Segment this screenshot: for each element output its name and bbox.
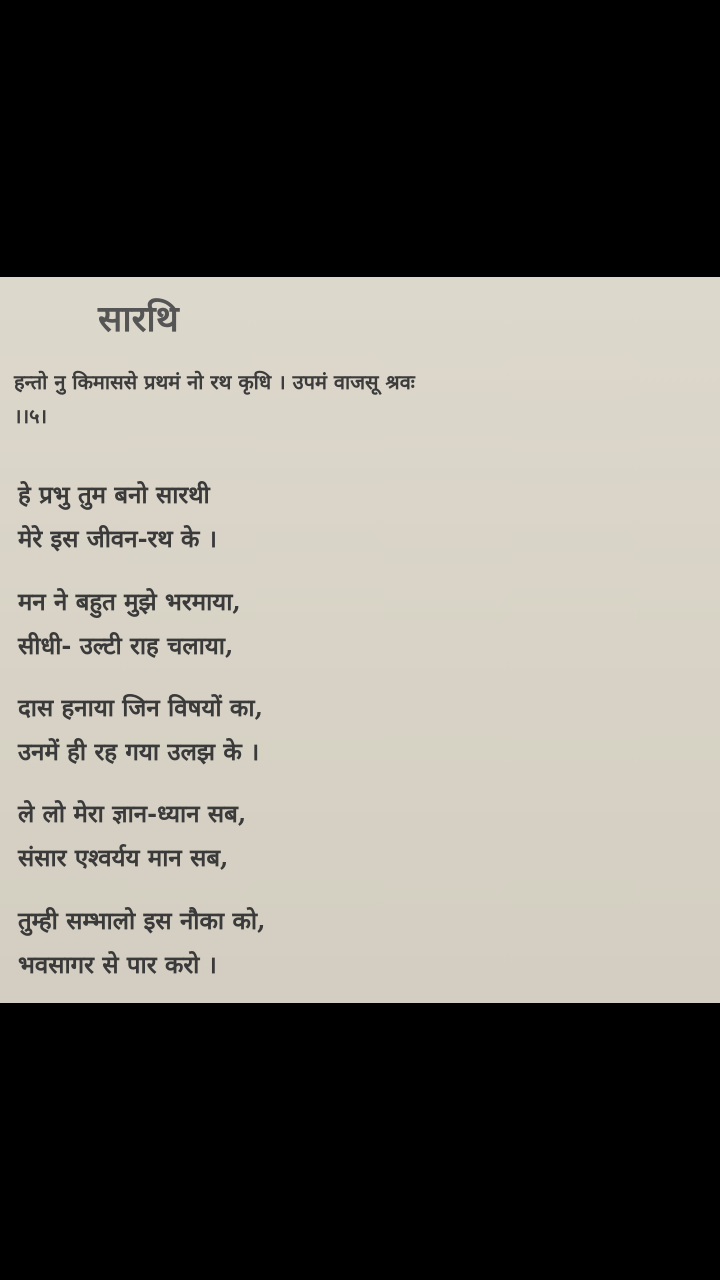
verse-line: दास हनाया जिन विषयों का, bbox=[18, 693, 263, 722]
stanza-2 bbox=[18, 580, 241, 668]
mantra-verse-number: ।।५। bbox=[14, 404, 48, 428]
verse-line: मेरे इस जीवन-रथ के । bbox=[18, 524, 217, 553]
verse-line: मन ने बहुत मुझे भरमाया, bbox=[18, 587, 241, 616]
stanza-1 bbox=[18, 473, 217, 561]
verse-line: संसार एश्वर्यय मान सब, bbox=[18, 843, 229, 872]
stanza-5 bbox=[18, 899, 266, 987]
verse-line: ले लो मेरा ज्ञान-ध्यान सब, bbox=[18, 799, 247, 828]
verse-line: भवसागर से पार करो । bbox=[18, 950, 217, 979]
stanza-3 bbox=[18, 686, 263, 774]
mantra-line-1: हन्तो नु किमाससे प्रथमं नो रथ कृधि । उपमं वाजसू श्रवः bbox=[14, 370, 415, 394]
stanza-4 bbox=[18, 792, 246, 880]
sanskrit-mantra bbox=[14, 365, 714, 433]
verse-line: हे प्रभु तुम बनो सारथी bbox=[18, 480, 210, 509]
verse-line: सीधी- उल्टी राह चलाया, bbox=[18, 631, 234, 660]
poem-title: सारथि bbox=[98, 299, 179, 340]
verse-line: तुम्ही सम्भालो इस नौका को, bbox=[18, 906, 266, 935]
verse-line: उनमें ही रह गया उलझ के । bbox=[18, 737, 260, 766]
book-page bbox=[0, 277, 720, 1003]
